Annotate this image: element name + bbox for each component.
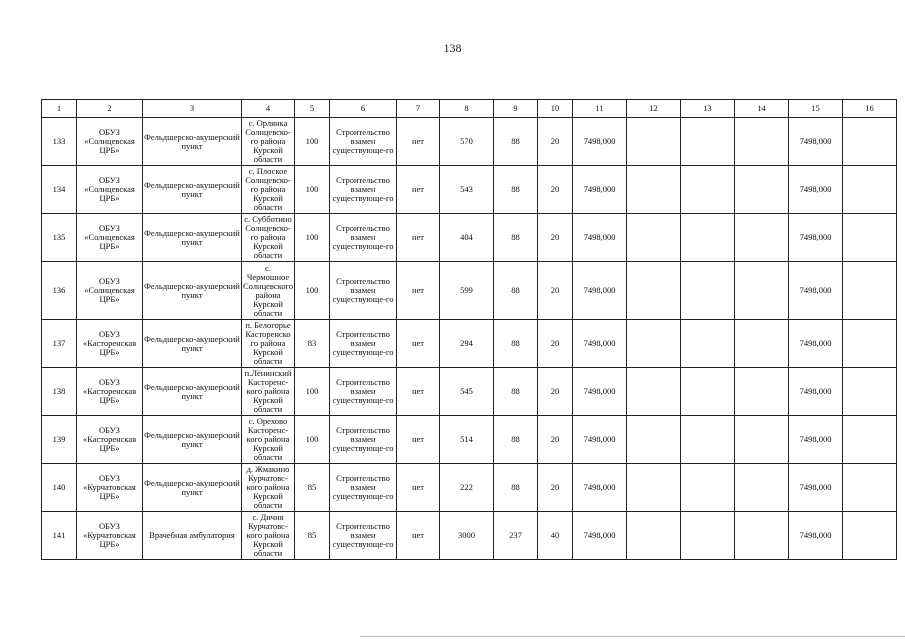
cell-work-type: Строительство взамен существующе-го: [330, 416, 397, 464]
cell-facility-type: Фельдшерско-акушерский пункт: [143, 118, 242, 166]
cell-facility-type: Фельдшерско-акушерский пункт: [143, 416, 242, 464]
cell-col8: 3000: [440, 512, 494, 560]
cell-col11: 7498,000: [573, 368, 627, 416]
cell-col11: 7498,000: [573, 262, 627, 320]
cell-col11: 7498,000: [573, 166, 627, 214]
cell-location: с. Чермошное Солнцевского района Курской области: [243, 262, 294, 318]
cell-location: с. Дичня Курчатовс-кого района Курской области: [242, 512, 295, 560]
cell-col10: 20: [538, 118, 573, 166]
cell-col7: нет: [397, 320, 440, 368]
cell-location: с. Плоское Солнцевско-го района Курской области: [242, 166, 295, 214]
cell-col15: 7498,000: [789, 320, 843, 368]
cell-col8: 294: [440, 320, 494, 368]
cell-col11: 7498,000: [573, 416, 627, 464]
cell-col13: [681, 512, 735, 560]
cell-col8: 599: [440, 262, 494, 320]
cell-work-type: Строительство взамен существующе-го: [330, 214, 397, 262]
cell-location: п. Белогорье Касторенско го района Курской области: [242, 320, 295, 368]
cell-col10: 20: [538, 262, 573, 320]
cell-number: 139: [42, 416, 77, 464]
cell-col16: [843, 214, 897, 262]
cell-col5: 100: [295, 262, 330, 320]
cell-number: 138: [42, 368, 77, 416]
cell-col9: 88: [494, 262, 538, 320]
cell-col7: нет: [397, 262, 440, 320]
cell-col13: [681, 464, 735, 512]
col-header: 16: [843, 100, 897, 118]
table-row: [42, 512, 897, 560]
cell-col16: [843, 416, 897, 464]
cell-number: 141: [42, 512, 77, 560]
cell-col9: 88: [494, 464, 538, 512]
cell-number: 137: [42, 320, 77, 368]
cell-number: 135: [42, 214, 77, 262]
cell-organization: ОБУЗ «Солнцевская ЦРБ»: [77, 166, 143, 214]
cell-col8: 543: [440, 166, 494, 214]
cell-work-type: Строительство взамен существующе-го: [330, 512, 397, 560]
cell-facility-type: Фельдшерско-акушерский пункт: [143, 262, 242, 320]
cell-col14: [735, 368, 789, 416]
table-row: [42, 320, 897, 368]
cell-col12: [627, 464, 681, 512]
cell-location: п.Ленинский Касторенс-кого района Курской области: [242, 368, 295, 416]
cell-col16: [843, 368, 897, 416]
cell-col14: [735, 118, 789, 166]
cell-col12: [627, 166, 681, 214]
cell-number: 136: [42, 262, 77, 320]
scan-edge-line: [360, 636, 905, 637]
cell-facility-type: Фельдшерско-акушерский пункт: [143, 166, 242, 214]
table-row: [42, 166, 897, 214]
cell-col12: [627, 320, 681, 368]
cell-col14: [735, 262, 789, 320]
cell-location: с. Орехово Касторенс-кого района Курской области: [242, 416, 295, 464]
data-table: [41, 99, 897, 560]
cell-col16: [843, 118, 897, 166]
col-header: 12: [627, 100, 681, 118]
cell-col5: 100: [295, 416, 330, 464]
cell-number: 133: [42, 118, 77, 166]
cell-col15: 7498,000: [789, 118, 843, 166]
col-header: 6: [330, 100, 397, 118]
col-header: 13: [681, 100, 735, 118]
cell-col9: 88: [494, 320, 538, 368]
cell-col10: 20: [538, 214, 573, 262]
cell-col14: [735, 166, 789, 214]
table-row: [42, 214, 897, 262]
cell-col5: 85: [295, 512, 330, 560]
cell-col5: 100: [295, 166, 330, 214]
table-row: [42, 464, 897, 512]
cell-col12: [627, 416, 681, 464]
cell-work-type: Строительство взамен существующе-го: [330, 118, 397, 166]
cell-facility-type: Фельдшерско-акушерский пункт: [143, 368, 242, 416]
cell-col11: 7498,000: [573, 214, 627, 262]
cell-col11: 7498,000: [573, 512, 627, 560]
col-header: 9: [494, 100, 538, 118]
cell-col7: нет: [397, 464, 440, 512]
cell-location: с. Орлянка Солнцевско-го района Курской области: [242, 118, 295, 166]
cell-col8: 545: [440, 368, 494, 416]
table-row: [42, 262, 897, 320]
col-header: 10: [538, 100, 573, 118]
cell-col7: нет: [397, 214, 440, 262]
cell-col10: 20: [538, 464, 573, 512]
cell-col12: [627, 262, 681, 320]
cell-location: д. Жмакино Курчатовс-кого района Курской области: [242, 464, 295, 512]
cell-col9: 88: [494, 214, 538, 262]
cell-facility-type: Фельдшерско-акушерский пункт: [143, 214, 242, 262]
cell-col7: нет: [397, 118, 440, 166]
col-header: 5: [295, 100, 330, 118]
cell-col8: 404: [440, 214, 494, 262]
cell-col7: нет: [397, 416, 440, 464]
cell-organization: ОБУЗ «Касторенская ЦРБ»: [77, 416, 143, 464]
cell-col16: [843, 262, 897, 320]
cell-facility-type: Врачебная амбулатория: [143, 512, 242, 560]
cell-col11: 7498,000: [573, 464, 627, 512]
cell-organization: ОБУЗ «Солнцевская ЦРБ»: [77, 262, 143, 320]
cell-col13: [681, 368, 735, 416]
table-row: [42, 416, 897, 464]
cell-col15: 7498,000: [789, 214, 843, 262]
cell-col5: 100: [295, 118, 330, 166]
table-row: [42, 368, 897, 416]
cell-col11: 7498,000: [573, 118, 627, 166]
col-header: 11: [573, 100, 627, 118]
cell-col8: 514: [440, 416, 494, 464]
table-row: [42, 118, 897, 166]
cell-col14: [735, 320, 789, 368]
col-header: 14: [735, 100, 789, 118]
cell-col14: [735, 416, 789, 464]
cell-facility-type: Фельдшерско-акушерский пункт: [143, 320, 242, 368]
cell-col16: [843, 464, 897, 512]
cell-col7: нет: [397, 512, 440, 560]
cell-number: 140: [42, 464, 77, 512]
col-header: 4: [242, 100, 295, 118]
cell-col14: [735, 214, 789, 262]
cell-col5: 100: [295, 214, 330, 262]
cell-col11: 7498,000: [573, 320, 627, 368]
cell-col15: 7498,000: [789, 368, 843, 416]
cell-col13: [681, 416, 735, 464]
cell-col8: 570: [440, 118, 494, 166]
cell-col16: [843, 320, 897, 368]
cell-col12: [627, 118, 681, 166]
cell-work-type: Строительство взамен существующе-го: [330, 262, 397, 320]
cell-organization: ОБУЗ «Курчатовская ЦРБ»: [77, 512, 143, 560]
cell-col9: 237: [494, 512, 538, 560]
cell-col5: 100: [295, 368, 330, 416]
cell-col10: 20: [538, 416, 573, 464]
cell-col9: 88: [494, 118, 538, 166]
cell-col14: [735, 464, 789, 512]
cell-col12: [627, 368, 681, 416]
cell-col9: 88: [494, 166, 538, 214]
cell-col15: 7498,000: [789, 262, 843, 320]
cell-work-type: Строительство взамен существующе-го: [330, 166, 397, 214]
col-header: 15: [789, 100, 843, 118]
cell-col15: 7498,000: [789, 464, 843, 512]
cell-col16: [843, 166, 897, 214]
cell-organization: ОБУЗ «Солнцевская ЦРБ»: [77, 214, 143, 262]
cell-col13: [681, 320, 735, 368]
cell-col13: [681, 262, 735, 320]
cell-col16: [843, 512, 897, 560]
cell-number: 134: [42, 166, 77, 214]
cell-col12: [627, 512, 681, 560]
cell-col13: [681, 214, 735, 262]
cell-col7: нет: [397, 368, 440, 416]
cell-organization: ОБУЗ «Солнцевская ЦРБ»: [77, 118, 143, 166]
cell-work-type: Строительство взамен существующе-го: [330, 464, 397, 512]
header-row: [42, 100, 897, 118]
cell-col8: 222: [440, 464, 494, 512]
col-header: 8: [440, 100, 494, 118]
cell-col9: 88: [494, 416, 538, 464]
cell-col13: [681, 118, 735, 166]
cell-col7: нет: [397, 166, 440, 214]
col-header: 7: [397, 100, 440, 118]
cell-col13: [681, 166, 735, 214]
cell-work-type: Строительство взамен существующе-го: [330, 320, 397, 368]
col-header: 3: [143, 100, 242, 118]
page-number: 138: [443, 41, 462, 55]
cell-facility-type: Фельдшерско-акушерский пункт: [143, 464, 242, 512]
col-header: 2: [77, 100, 143, 118]
cell-col5: 83: [295, 320, 330, 368]
cell-col14: [735, 512, 789, 560]
cell-organization: ОБУЗ «Курчатовская ЦРБ»: [77, 464, 143, 512]
cell-col10: 20: [538, 166, 573, 214]
cell-location: с. Субботино Солнцевско-го района Курской области: [242, 214, 295, 262]
cell-work-type: Строительство взамен существующе-го: [330, 368, 397, 416]
cell-organization: ОБУЗ «Касторенская ЦРБ»: [77, 320, 143, 368]
cell-col10: 20: [538, 320, 573, 368]
cell-col5: 85: [295, 464, 330, 512]
cell-col15: 7498,000: [789, 512, 843, 560]
cell-col10: 40: [538, 512, 573, 560]
cell-col15: 7498,000: [789, 416, 843, 464]
cell-col12: [627, 214, 681, 262]
cell-col9: 88: [494, 368, 538, 416]
cell-col15: 7498,000: [789, 166, 843, 214]
col-header: 1: [42, 100, 77, 118]
cell-organization: ОБУЗ «Касторенская ЦРБ»: [77, 368, 143, 416]
cell-col10: 20: [538, 368, 573, 416]
